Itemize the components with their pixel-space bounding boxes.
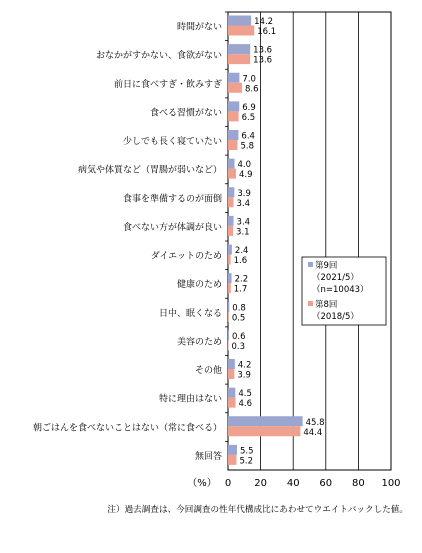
- bar: [228, 398, 235, 408]
- category-label: 食べない方が体調が良い: [123, 221, 222, 233]
- legend-swatch: [308, 301, 313, 306]
- category-label: ダイエットのため: [151, 251, 222, 262]
- data-label: 13.6: [253, 56, 272, 66]
- data-label: 5.5: [240, 446, 254, 456]
- data-label: 4.9: [239, 170, 253, 180]
- bar: [228, 359, 235, 369]
- data-label: 44.4: [303, 428, 322, 438]
- x-tick-label: 0: [225, 478, 231, 489]
- bar: [228, 445, 237, 455]
- legend-label: 第8回: [315, 299, 337, 310]
- legend-label: 第9回: [315, 260, 337, 271]
- bar: [228, 255, 231, 265]
- bar: [228, 416, 303, 426]
- legend-label: （n=10043）: [312, 285, 369, 295]
- data-label: 0.6: [232, 332, 246, 342]
- data-label: 1.6: [234, 256, 248, 266]
- bar: [228, 73, 239, 83]
- bar: [228, 197, 234, 207]
- bar: [228, 159, 235, 169]
- legend-swatch: [308, 262, 313, 267]
- bar: [228, 216, 234, 226]
- footnote: 注）過去調査は、今回調査の性年代構成比にあわせてウエイトバックした値。: [0, 503, 422, 515]
- data-label: 6.9: [242, 103, 256, 113]
- x-tick-label: 40: [287, 478, 300, 489]
- bar: [228, 273, 232, 283]
- data-label: 3.9: [237, 189, 251, 199]
- bar: [228, 330, 229, 340]
- data-label: 0.3: [231, 342, 245, 352]
- data-label: 0.5: [232, 313, 246, 323]
- data-label: 1.7: [234, 285, 248, 295]
- legend-label: （2018/5）: [312, 312, 359, 322]
- bar: [228, 388, 235, 398]
- bar: [228, 226, 233, 236]
- category-label: 特に理由はない: [159, 393, 222, 405]
- legend-label: （2021/5）: [312, 273, 359, 283]
- category-label: 前日に食べすぎ・飲みすぎ: [114, 78, 222, 90]
- data-label: 3.9: [237, 371, 251, 381]
- data-label: 8.6: [245, 84, 259, 94]
- x-axis-label: （%）: [187, 477, 217, 489]
- data-label: 16.1: [257, 27, 276, 37]
- data-label: 45.8: [306, 418, 325, 428]
- data-label: 4.5: [238, 389, 252, 399]
- category-label: その他: [195, 364, 222, 376]
- bar: [228, 369, 234, 379]
- data-label: 5.2: [239, 456, 253, 466]
- bar: [228, 245, 232, 255]
- bar: [228, 455, 236, 465]
- data-label: 0.8: [232, 303, 246, 313]
- data-label: 13.6: [253, 46, 272, 56]
- category-label: 病気や体質など（胃腸が弱いなど）: [78, 164, 222, 176]
- data-label: 3.1: [236, 227, 250, 237]
- data-label: 2.2: [235, 275, 249, 285]
- category-label: 健康のため: [177, 278, 222, 290]
- x-tick-label: 60: [319, 478, 332, 489]
- bar: [228, 312, 229, 322]
- x-tick-label: 20: [254, 478, 267, 489]
- category-label: 少しでも長く寝ていたい: [123, 135, 222, 147]
- bar: [228, 26, 254, 36]
- bar: [228, 426, 300, 436]
- data-label: 14.2: [254, 17, 273, 27]
- data-label: 3.4: [237, 199, 251, 209]
- bar: [228, 283, 231, 293]
- data-label: 6.4: [241, 132, 255, 142]
- bar: [228, 111, 239, 121]
- category-label: おなかがすかない、食欲がない: [96, 49, 222, 61]
- data-label: 4.0: [238, 160, 252, 170]
- bar: [228, 54, 250, 64]
- data-label: 3.4: [237, 217, 251, 227]
- category-label: 無回答: [195, 450, 222, 462]
- data-label: 6.5: [242, 113, 256, 123]
- x-tick-label: 100: [381, 478, 400, 489]
- bar: [228, 169, 236, 179]
- data-label: 4.6: [238, 399, 252, 409]
- bar: [228, 44, 250, 54]
- category-label: 食事を準備するのが面倒: [123, 192, 222, 204]
- bar: [228, 187, 234, 197]
- bar: [228, 101, 239, 111]
- data-label: 7.0: [242, 74, 256, 84]
- category-label: 食べる習慣がない: [150, 106, 222, 118]
- bar: [228, 130, 238, 140]
- x-tick-label: 80: [352, 478, 365, 489]
- bar: [228, 302, 229, 312]
- category-label: 朝ごはんを食べないことはない（常に食べる）: [33, 421, 222, 433]
- data-label: 5.8: [240, 142, 254, 152]
- bar: [228, 83, 242, 93]
- bar: [228, 140, 237, 150]
- category-label: 美容のため: [177, 335, 222, 347]
- category-label: 日中、眠くなる: [159, 307, 222, 319]
- bar: [228, 16, 251, 26]
- category-label: 時間がない: [177, 21, 222, 33]
- data-label: 2.4: [235, 246, 249, 256]
- data-label: 4.2: [238, 361, 252, 371]
